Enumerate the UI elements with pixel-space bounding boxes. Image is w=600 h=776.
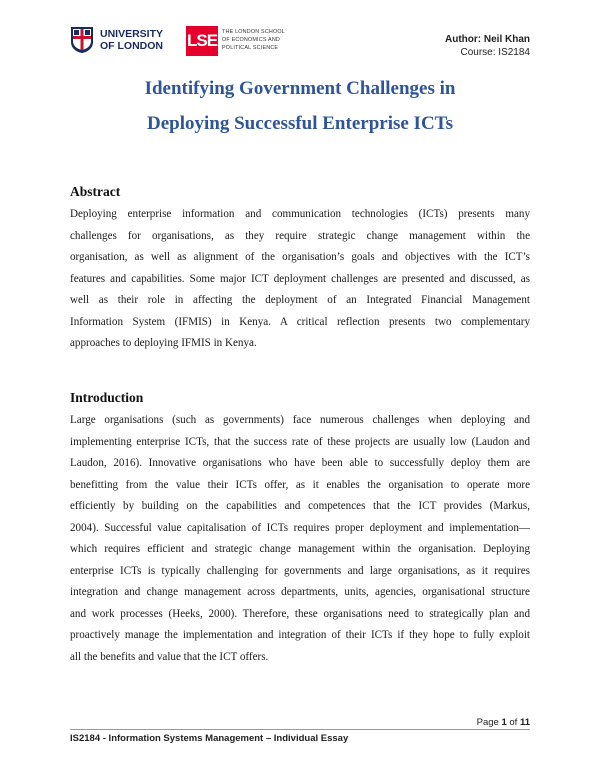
document-title-line-1: Identifying Government Challenges in <box>144 78 456 99</box>
page-total: 11 <box>519 717 530 728</box>
abstract-line: organisation, as well as alignment of the organisation’s goals and objectives with the ICT’s <box>70 251 530 263</box>
abstract-paragraph <box>70 204 530 355</box>
introduction-heading: Introduction <box>70 390 144 405</box>
introduction-line: Laudon, 2016). Innovative organisations who have been able to successfully deploy them are <box>70 457 530 469</box>
abstract-line: features and capabilities. Some major ICT deployment challenges are presented and discussed, as <box>70 272 530 285</box>
document-title-line-2: Deploying Successful Enterprise ICTs <box>147 113 453 134</box>
author-line: Author: Neil Khan <box>445 34 530 45</box>
lse-logo <box>186 26 286 56</box>
course-line: Course: IS2184 <box>460 47 530 58</box>
introduction-line: proactively manage the implementation and integration of their ICTs if they hope to fully exploit <box>70 629 530 641</box>
page-prefix: Page <box>476 717 499 728</box>
abstract-line: approaches to deploying IFMIS in Kenya. <box>70 337 257 349</box>
abstract-line: challenges for organisations, as they require strategic change management within the <box>70 229 530 242</box>
page-of: of <box>509 717 518 728</box>
introduction-line: all the benefits and value that the ICT offers. <box>70 650 269 663</box>
introduction-line: integration and change management across departments, units, agencies, organisational structure <box>70 586 530 598</box>
introduction-line: enterprise ICTs is typically challenging for governments and large organisations, as it requires <box>70 564 530 577</box>
document-meta <box>445 33 530 59</box>
abstract-heading: Abstract <box>70 184 121 199</box>
footer-course-text: IS2184 - Information Systems Management – Individual Essay <box>70 733 349 744</box>
abstract-line: well as their role in affecting the deployment of an Integrated Financial Management <box>70 294 530 306</box>
uol-crest-icon <box>70 26 94 54</box>
abstract-line: Deploying enterprise information and communication technologies (ICTs) presents many <box>70 208 530 220</box>
introduction-line: and work processes (Heeks, 2000). Therefore, these organisations need to strategically plan and <box>70 607 530 620</box>
page-current: 1 <box>501 717 507 728</box>
university-of-london-logo <box>70 26 174 56</box>
page-number <box>477 717 530 728</box>
footer-divider <box>70 729 530 730</box>
introduction-line: which requires efficient and strategic change management within the organisation. Deploying <box>70 543 530 555</box>
introduction-line: benefitting from the value their ICTs offer, as it enables the organisation to operate more <box>70 478 530 491</box>
introduction-line: implementing enterprise ICTs, that the success rate of these projects are usually low (Laudon and <box>70 435 530 448</box>
lse-logo-text: THE LONDON SCHOOL OF ECONOMICS AND POLITICAL SCIENCE <box>222 29 286 51</box>
abstract-line: Information System (IFMIS) in Kenya. A critical reflection presents two complementary <box>70 315 530 328</box>
uol-logo-text: UNIVERSITY OF LONDON <box>100 28 164 52</box>
lse-logo-mark: LSE <box>186 26 218 56</box>
introduction-line: 2004). Successful value capitalisation of ICTs requires proper deployment and implementation— <box>70 521 530 534</box>
introduction-paragraph <box>70 410 530 668</box>
introduction-line: efficiently by building on the capabilities and competences that the ICT provides (Markus, <box>70 500 530 512</box>
introduction-line: Large organisations (such as governments) face numerous challenges when deploying and <box>70 414 530 426</box>
